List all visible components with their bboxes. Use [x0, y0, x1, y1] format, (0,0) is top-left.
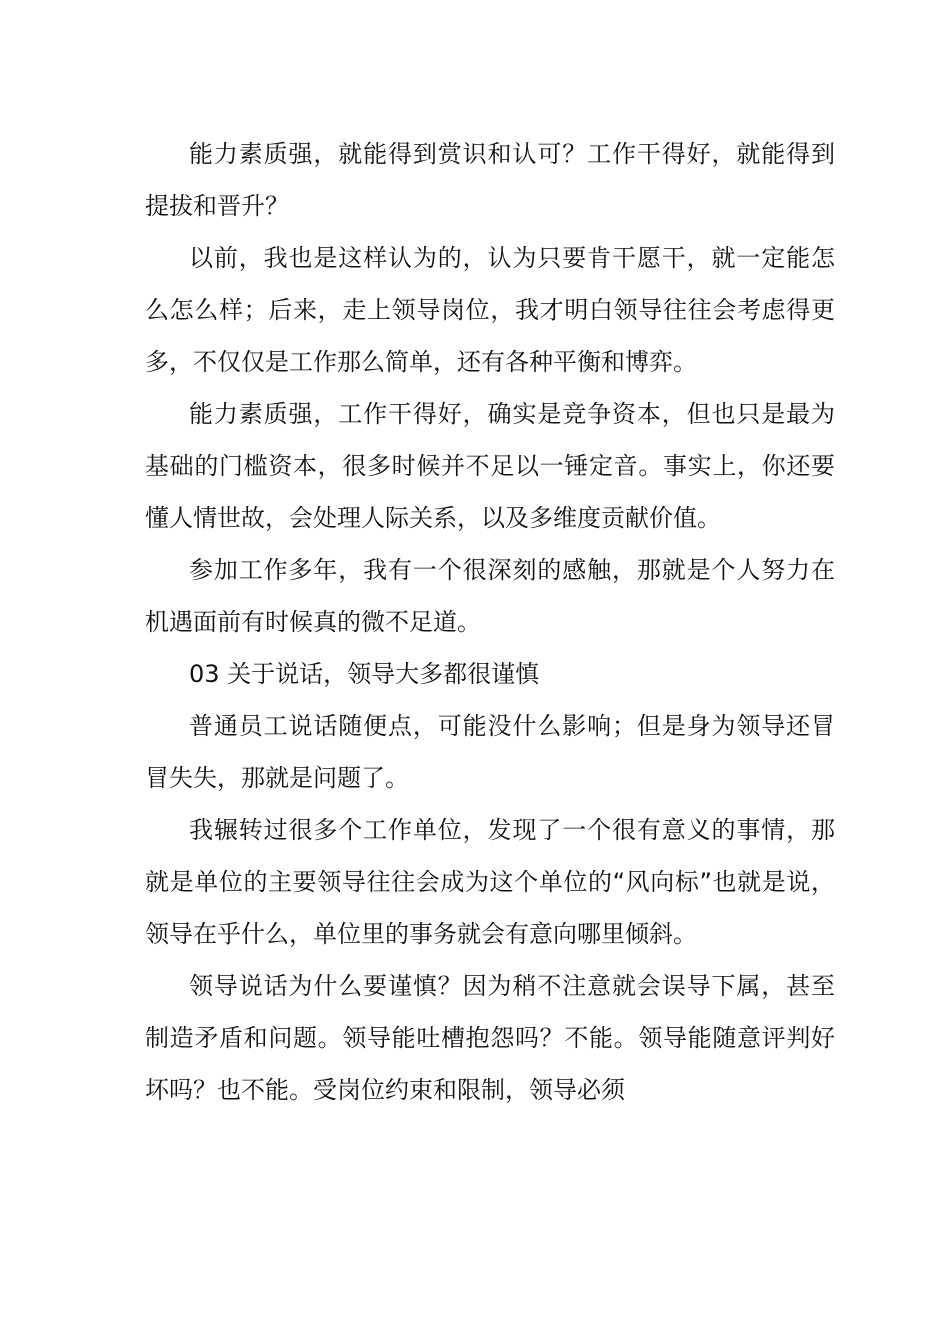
paragraph-7: 领导说话为什么要谨慎？因为稍不注意就会误导下属，甚至制造矛盾和问题。领导能吐槽抱怨吗？不能。领导能随意评判好坏吗？也不能。受岗位约束和限制，领导必须: [145, 972, 835, 1104]
paragraph-2: 以前，我也是这样认为的，认为只要肯干愿干，就一定能怎么怎么样；后来，走上领导岗位，我才明白领导往往会考虑得更多，不仅仅是工作那么简单，还有各种平衡和博弈。: [145, 244, 835, 376]
paragraph-3: 能力素质强，工作干得好，确实是竞争资本，但也只是最为基础的门槛资本，很多时候并不足以一锤定音。事实上，你还要懂人情世故，会处理人际关系，以及多维度贡献价值。: [145, 400, 835, 532]
section-heading: 03 关于说话，领导大多都很谨慎: [189, 660, 540, 688]
paragraph-1: 能力素质强，就能得到赏识和认可？工作干得好，就能得到提拔和晋升？: [145, 140, 835, 220]
document-body: [145, 128, 835, 1116]
paragraph-6: 我辗转过很多个工作单位，发现了一个很有意义的事情，那就是单位的主要领导往往会成为这个单位的“风向标”也就是说，领导在乎什么，单位里的事务就会有意向哪里倾斜。: [145, 816, 835, 948]
paragraph-5: 普通员工说话随便点，可能没什么影响；但是身为领导还冒冒失失，那就是问题了。: [145, 712, 835, 792]
paragraph-4: 参加工作多年，我有一个很深刻的感触，那就是个人努力在机遇面前有时候真的微不足道。: [145, 556, 835, 636]
